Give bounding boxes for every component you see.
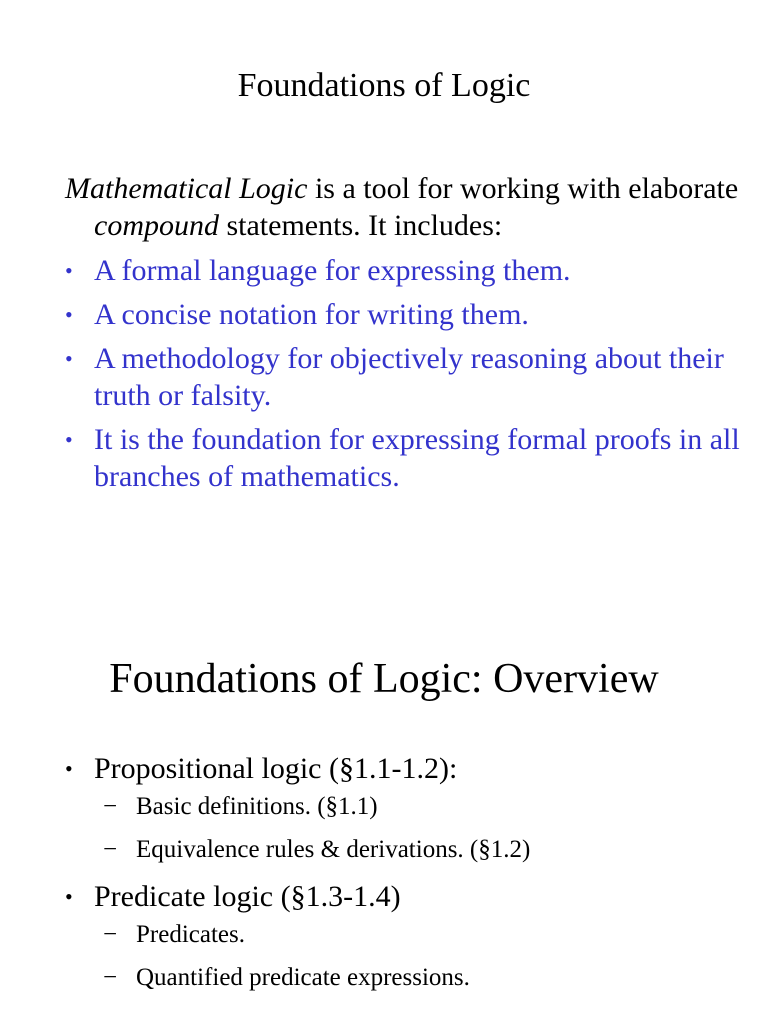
sublist-item xyxy=(103,963,752,993)
list-item-text: A formal language for expressing them. xyxy=(94,254,571,287)
sublist-item xyxy=(103,835,752,865)
slide-title: Foundations of Logic: Overview xyxy=(109,656,659,702)
slide-overview xyxy=(0,520,768,1024)
list-item-text: It is the foundation for expressing formal proofs in all branches of mathematics. xyxy=(94,423,740,493)
intro-paragraph xyxy=(65,170,768,244)
sublist xyxy=(94,792,752,865)
overview-outline xyxy=(62,750,752,1006)
dash-icon: − xyxy=(103,964,118,991)
intro-text-b: statements. It includes: xyxy=(218,209,503,242)
outline-item-propositional-logic xyxy=(62,750,752,865)
feature-bullet-list xyxy=(62,252,752,502)
bullet-icon: • xyxy=(65,427,73,452)
list-item-text: A methodology for objectively reasoning about their truth or falsity. xyxy=(94,342,724,412)
sublist-item-text: Equivalence rules & derivations. (§1.2) xyxy=(136,836,531,863)
list-item-text: A concise notation for writing them. xyxy=(94,298,529,331)
outline-item-label: Propositional logic (§1.1-1.2): xyxy=(94,752,458,785)
sublist-item xyxy=(103,920,752,950)
slide-title: Foundations of Logic xyxy=(237,67,531,104)
dash-icon: − xyxy=(103,793,118,820)
outline-item-label: Predicate logic (§1.3-1.4) xyxy=(94,880,401,913)
bullet-icon: • xyxy=(65,756,73,781)
list-item xyxy=(62,421,752,495)
bullet-icon: • xyxy=(65,302,73,327)
sublist xyxy=(94,920,752,993)
list-item xyxy=(62,296,752,333)
dash-icon: − xyxy=(103,836,118,863)
term-compound: compound xyxy=(94,209,219,242)
bullet-icon: • xyxy=(65,346,73,371)
sublist-item-text: Predicates. xyxy=(136,921,245,948)
bullet-icon: • xyxy=(65,258,73,283)
sublist-item-text: Quantified predicate expressions. xyxy=(136,964,470,991)
list-item xyxy=(62,252,752,289)
sublist-item xyxy=(103,792,752,822)
dash-icon: − xyxy=(103,921,118,948)
term-mathematical-logic: Mathematical Logic xyxy=(65,172,308,205)
sublist-item-text: Basic definitions. (§1.1) xyxy=(136,793,378,820)
list-item xyxy=(62,340,752,414)
intro-text-a: is a tool for working with elaborate xyxy=(307,172,739,205)
bullet-icon: • xyxy=(65,884,73,909)
outline-item-predicate-logic xyxy=(62,878,752,993)
